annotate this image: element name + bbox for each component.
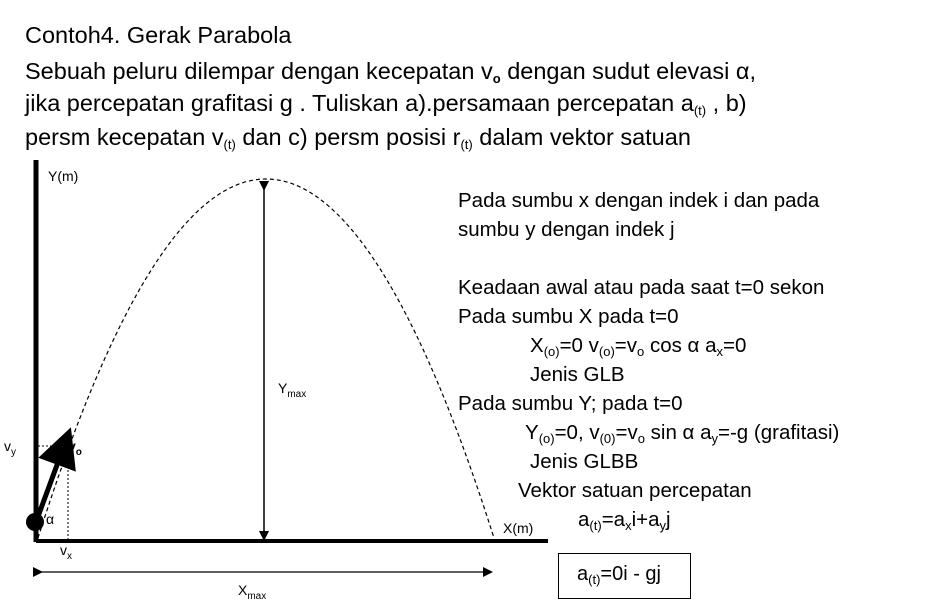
y-eq-d-sub: y bbox=[711, 431, 718, 446]
y-motion-type: Jenis GLBB bbox=[530, 450, 639, 473]
x-axis-label: X(m) bbox=[503, 520, 534, 536]
accel-eq-b-sub: x bbox=[625, 518, 632, 533]
vx-main: v bbox=[60, 542, 67, 558]
problem-line-3 bbox=[25, 122, 691, 152]
result-equation bbox=[577, 563, 661, 586]
y-eq-c: =v bbox=[615, 421, 638, 444]
y-axis-label: Y(m) bbox=[48, 168, 79, 184]
accel-eq-c-sub: y bbox=[659, 518, 666, 533]
x-eq-b-sub: (o) bbox=[598, 344, 615, 359]
line1-text-a: Sebuah peluru dilempar dengan kecepatan v bbox=[25, 58, 493, 84]
acceleration-heading: Vektor satuan percepatan bbox=[518, 479, 752, 502]
result-a: a bbox=[577, 563, 589, 585]
line3-sub-1: (t) bbox=[223, 137, 236, 152]
y-eq-d: sin α a bbox=[644, 421, 712, 444]
vx-sub: x bbox=[67, 551, 72, 562]
problem-line-2 bbox=[25, 88, 747, 118]
x-eq-a-sub: (o) bbox=[543, 344, 560, 359]
line3-text-a: persm kecepatan v bbox=[25, 124, 224, 150]
xmax-main: X bbox=[238, 582, 248, 598]
line2-text-b: , b) bbox=[706, 90, 747, 116]
vo-label bbox=[68, 438, 82, 458]
vo-main: v bbox=[68, 438, 76, 454]
line2-text-a: jika percepatan grafitasi g . Tuliskan a).persamaan percepatan a bbox=[25, 90, 694, 116]
line1-text-b: dengan sudut elevasi α, bbox=[500, 58, 756, 84]
accel-eq-d: j bbox=[666, 508, 671, 531]
x-eq-c-sub: o bbox=[637, 344, 645, 359]
x-eq-d: cos α a bbox=[644, 334, 717, 357]
y-initial-equation bbox=[525, 418, 839, 447]
angle-alpha-label: α bbox=[46, 511, 55, 527]
xmax-label bbox=[238, 582, 267, 602]
x-initial-equation bbox=[530, 331, 746, 360]
x-eq-d-sub: x bbox=[716, 344, 724, 359]
result-box bbox=[558, 553, 691, 599]
y-eq-a-sub: (o) bbox=[538, 431, 555, 446]
vy-sub: y bbox=[11, 447, 16, 458]
vy-main: v bbox=[4, 438, 11, 454]
origin-point bbox=[26, 513, 44, 531]
trajectory-curve bbox=[38, 179, 494, 538]
y-eq-e: =-g (grafitasi) bbox=[718, 421, 840, 444]
vo-sub: o bbox=[75, 447, 82, 458]
problem-title: Contoh4. Gerak Parabola bbox=[25, 22, 292, 48]
xmax-sub: max bbox=[247, 591, 267, 602]
explanation-p1-line1: Pada sumbu x dengan indek i dan pada bbox=[458, 189, 820, 212]
x-eq-b: =0 v bbox=[559, 334, 599, 357]
x-motion-type: Jenis GLB bbox=[530, 363, 625, 386]
acceleration-equation bbox=[578, 505, 671, 534]
ymax-main: Y bbox=[278, 380, 288, 396]
line1-sub: o bbox=[492, 71, 501, 86]
explanation-p1-line2: sumbu y dengan indek j bbox=[458, 218, 675, 241]
problem-line-1 bbox=[25, 56, 756, 86]
result-b: =0i - gj bbox=[600, 563, 661, 585]
x-eq-c: =v bbox=[614, 334, 638, 357]
y-axis-heading: Pada sumbu Y; pada t=0 bbox=[458, 392, 683, 415]
initial-state-text: Keadaan awal atau pada saat t=0 sekon bbox=[458, 276, 825, 299]
result-a-sub: (t) bbox=[588, 572, 601, 587]
x-axis-heading: Pada sumbu X pada t=0 bbox=[458, 305, 679, 328]
y-eq-b-sub: (0) bbox=[599, 431, 616, 446]
x-eq-a: X bbox=[530, 334, 544, 357]
ymax-label bbox=[278, 380, 307, 400]
y-eq-c-sub: o bbox=[637, 431, 645, 446]
accel-eq-b: =a bbox=[601, 508, 626, 531]
accel-eq-a: a bbox=[578, 508, 590, 531]
y-eq-a: Y bbox=[525, 421, 539, 444]
x-eq-e: =0 bbox=[723, 334, 747, 357]
line3-text-b: dan c) persm posisi r bbox=[235, 124, 461, 150]
line3-text-c: dalam vektor satuan bbox=[472, 124, 691, 150]
accel-eq-c: i+a bbox=[631, 508, 660, 531]
vy-label bbox=[4, 438, 16, 458]
vx-label bbox=[60, 542, 72, 562]
y-eq-b: =0, v bbox=[554, 421, 600, 444]
line2-sub: (t) bbox=[693, 103, 707, 118]
ymax-sub: max bbox=[287, 389, 307, 400]
accel-eq-a-sub: (t) bbox=[589, 518, 602, 533]
line3-sub-2: (t) bbox=[460, 137, 473, 152]
